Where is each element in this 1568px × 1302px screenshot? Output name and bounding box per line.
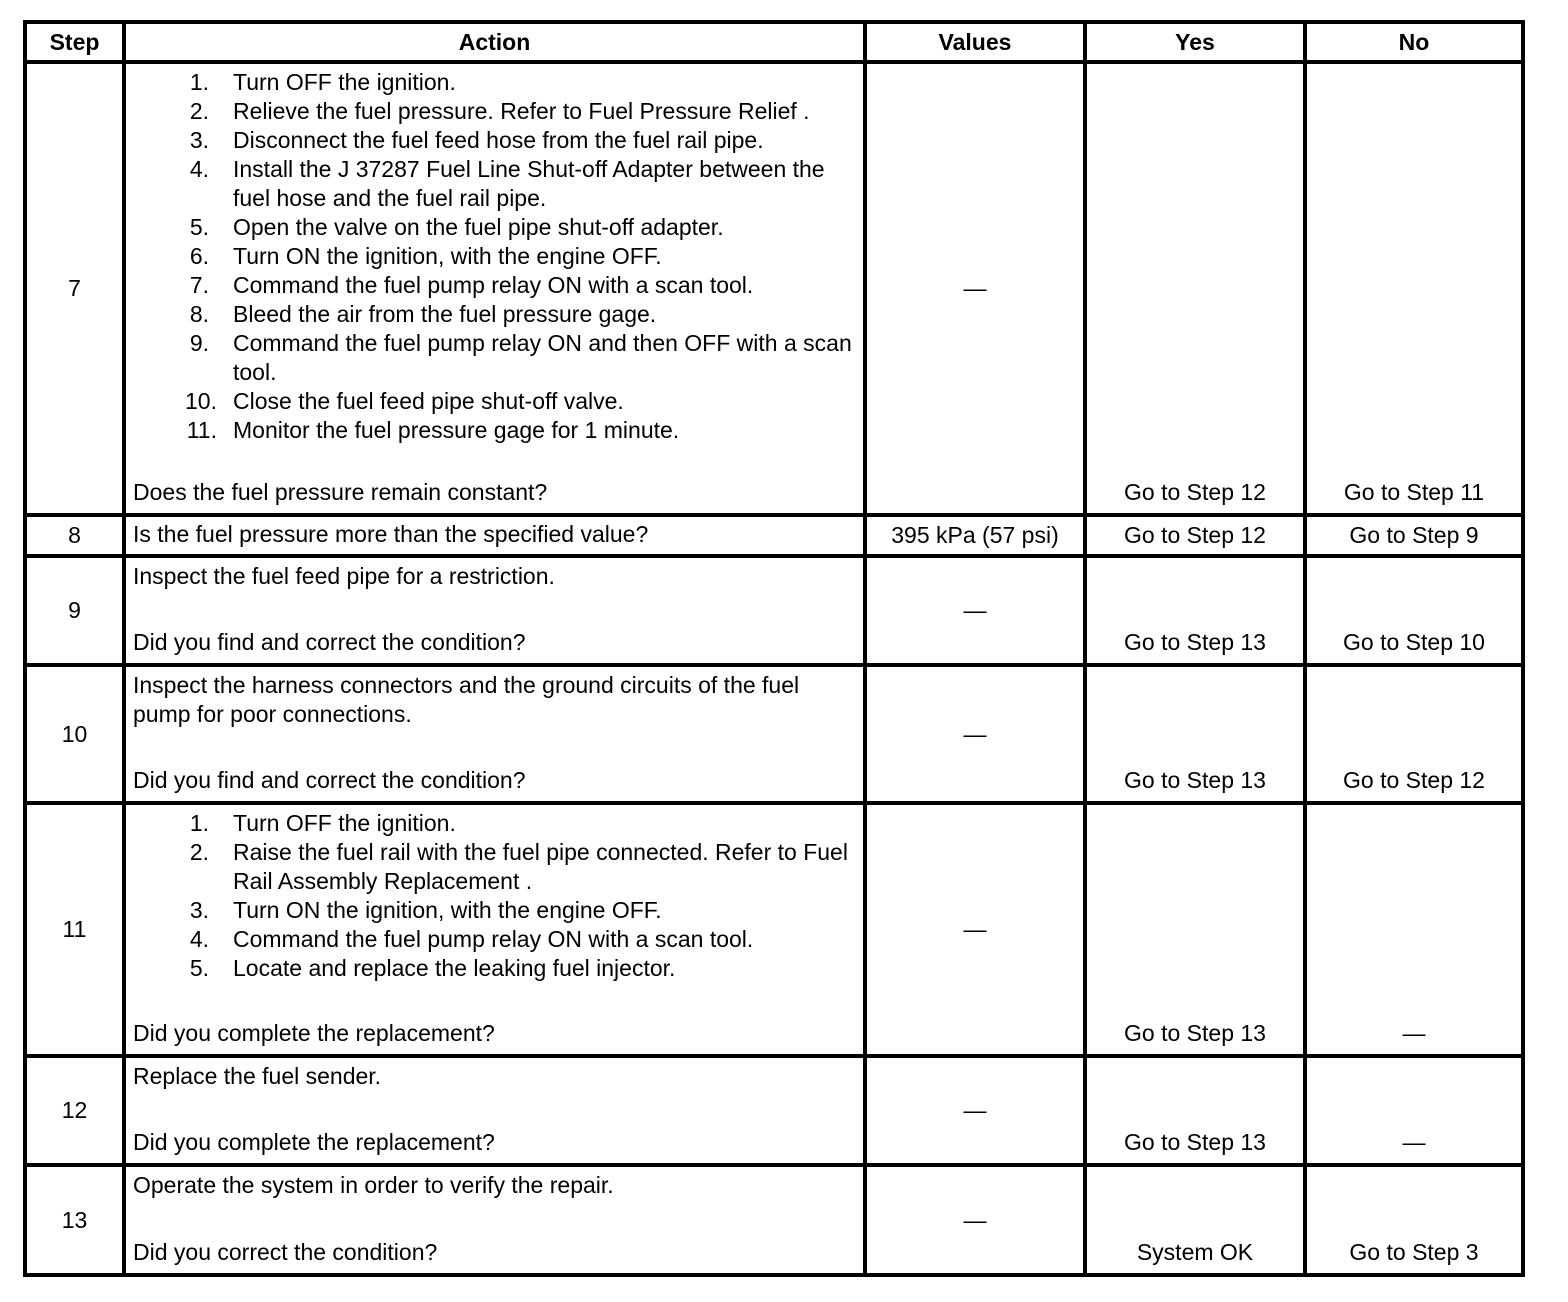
header-step: Step [49,28,100,55]
action-cell [126,517,863,554]
procedure-step-number: 3. [189,897,209,923]
action-cell [126,558,863,663]
step-number: 10 [61,720,88,747]
procedure-step [133,416,857,445]
step-number: 8 [68,522,81,548]
action-cell [126,667,863,801]
instruction-text: Inspect the fuel feed pipe for a restriction. [133,563,555,589]
instruction-text: Inspect the harness connectors and the ground circuits of the fuel pump for poor connections. [133,672,800,727]
yes-cell: Go to Step 13 [1124,767,1266,793]
procedure-step-text: Turn ON the ignition, with the engine OFF. [233,897,662,923]
step-number: 11 [62,916,87,942]
no-cell: Go to Step 3 [1349,1239,1479,1265]
yes-cell: Go to Step 12 [1124,522,1266,548]
procedure-step-number: 1. [189,69,209,95]
question-text: Did you complete the replacement? [133,1129,495,1155]
procedure-step-text: Raise the fuel rail with the fuel pipe connected. Refer to Fuel Rail Assembly Replacement . [233,839,848,894]
procedure-step-number: 9. [189,330,209,356]
procedure-step [133,68,857,97]
procedure-step [133,954,857,983]
question-text: Did you complete the replacement? [133,1020,495,1046]
header-values: Values [938,28,1012,55]
procedure-step-number: 2. [189,839,209,865]
action-cell [126,64,863,513]
yes-cell: System OK [1136,1239,1254,1265]
action-cell [126,1167,863,1273]
procedure-step-text: Turn OFF the ignition. [233,69,456,95]
procedure-step-text: Open the valve on the fuel pipe shut-off adapter. [233,214,724,240]
procedure-step-text: Monitor the fuel pressure gage for 1 minute. [233,417,680,443]
procedure-step-number: 4. [189,926,209,952]
yes-cell: Go to Step 13 [1124,629,1266,655]
values-cell: — [963,1097,987,1123]
procedure-step [133,155,857,213]
question-text: Did you correct the condition? [133,1239,438,1265]
procedure-step-number: 7. [189,272,209,298]
procedure-step [133,271,857,300]
procedure-step-number: 5. [189,955,209,981]
procedure-step-number: 5. [189,214,209,240]
procedure-step [133,387,857,416]
procedure-step-text: Bleed the air from the fuel pressure gage. [233,301,657,327]
procedure-step-number: 3. [189,127,209,153]
yes-cell: Go to Step 13 [1124,1020,1266,1046]
values-cell: — [963,597,987,623]
procedure-step [133,242,857,271]
question-text: Did you find and correct the condition? [133,629,526,655]
procedure-step [133,925,857,954]
procedure-step-text: Disconnect the fuel feed hose from the fuel rail pipe. [233,127,764,153]
procedure-step-text: Relieve the fuel pressure. Refer to Fuel Pressure Relief . [233,98,810,124]
procedure-step [133,809,857,838]
procedure-step-number: 2. [189,98,209,124]
procedure-step [133,126,857,155]
no-cell: — [1402,1020,1426,1046]
procedure-step-number: 8. [189,301,209,327]
diagnostic-table [23,20,1525,1277]
spacer [133,1091,857,1128]
action-cell [126,805,863,1054]
instruction-text: Operate the system in order to verify the repair. [133,1172,614,1198]
no-cell: Go to Step 12 [1343,767,1485,793]
spacer [133,1200,857,1238]
procedure-step-number: 1. [189,810,209,836]
procedure-step-text: Close the fuel feed pipe shut-off valve. [233,388,624,414]
values-cell: — [963,916,987,942]
header-no: No [1398,28,1430,55]
action-cell [126,1058,863,1163]
yes-cell: Go to Step 12 [1124,479,1266,505]
spacer [133,591,857,628]
no-cell: Go to Step 10 [1343,629,1485,655]
values-cell: 395 kPa (57 psi) [891,522,1059,548]
procedure-step [133,329,857,387]
procedure-step-text: Command the fuel pump relay ON and then OFF with a scan tool. [233,330,852,385]
procedure-step-text: Locate and replace the leaking fuel injector. [233,955,676,981]
spacer [133,729,857,766]
procedure-step [133,213,857,242]
procedure-step [133,97,857,126]
procedure-step [133,896,857,925]
spacer [133,445,857,478]
values-cell: — [963,720,987,747]
instruction-text: Replace the fuel sender. [133,1063,382,1089]
procedure-list [133,809,857,983]
question-text: Does the fuel pressure remain constant? [133,479,548,505]
step-number: 9 [68,597,81,623]
procedure-step-text: Turn ON the ignition, with the engine OFF. [233,243,662,269]
step-number: 7 [68,275,81,301]
procedure-step-number: 10. [185,388,217,414]
procedure-step-number: 4. [189,156,209,182]
procedure-step-number: 6. [189,243,209,269]
spacer [133,983,857,1019]
no-cell: Go to Step 9 [1349,522,1479,548]
values-cell: — [963,1206,987,1233]
values-cell: — [963,275,987,301]
procedure-step-text: Command the fuel pump relay ON with a scan tool. [233,272,754,298]
procedure-step-text: Command the fuel pump relay ON with a scan tool. [233,926,754,952]
no-cell: Go to Step 11 [1343,479,1485,505]
procedure-step-number: 11. [186,417,217,443]
yes-cell: Go to Step 13 [1124,1129,1266,1155]
no-cell: — [1402,1129,1426,1155]
step-number: 12 [61,1097,88,1123]
procedure-list [133,68,857,445]
header-yes: Yes [1175,28,1215,55]
procedure-step-text: Turn OFF the ignition. [233,810,456,836]
question-text: Did you find and correct the condition? [133,767,526,793]
procedure-step [133,838,857,896]
procedure-step-text: Install the J 37287 Fuel Line Shut-off Adapter between the fuel hose and the fuel rail pipe. [233,156,825,211]
header-action: Action [458,28,531,55]
question-text: Is the fuel pressure more than the specified value? [133,521,649,547]
procedure-step [133,300,857,329]
step-number: 13 [61,1206,88,1233]
